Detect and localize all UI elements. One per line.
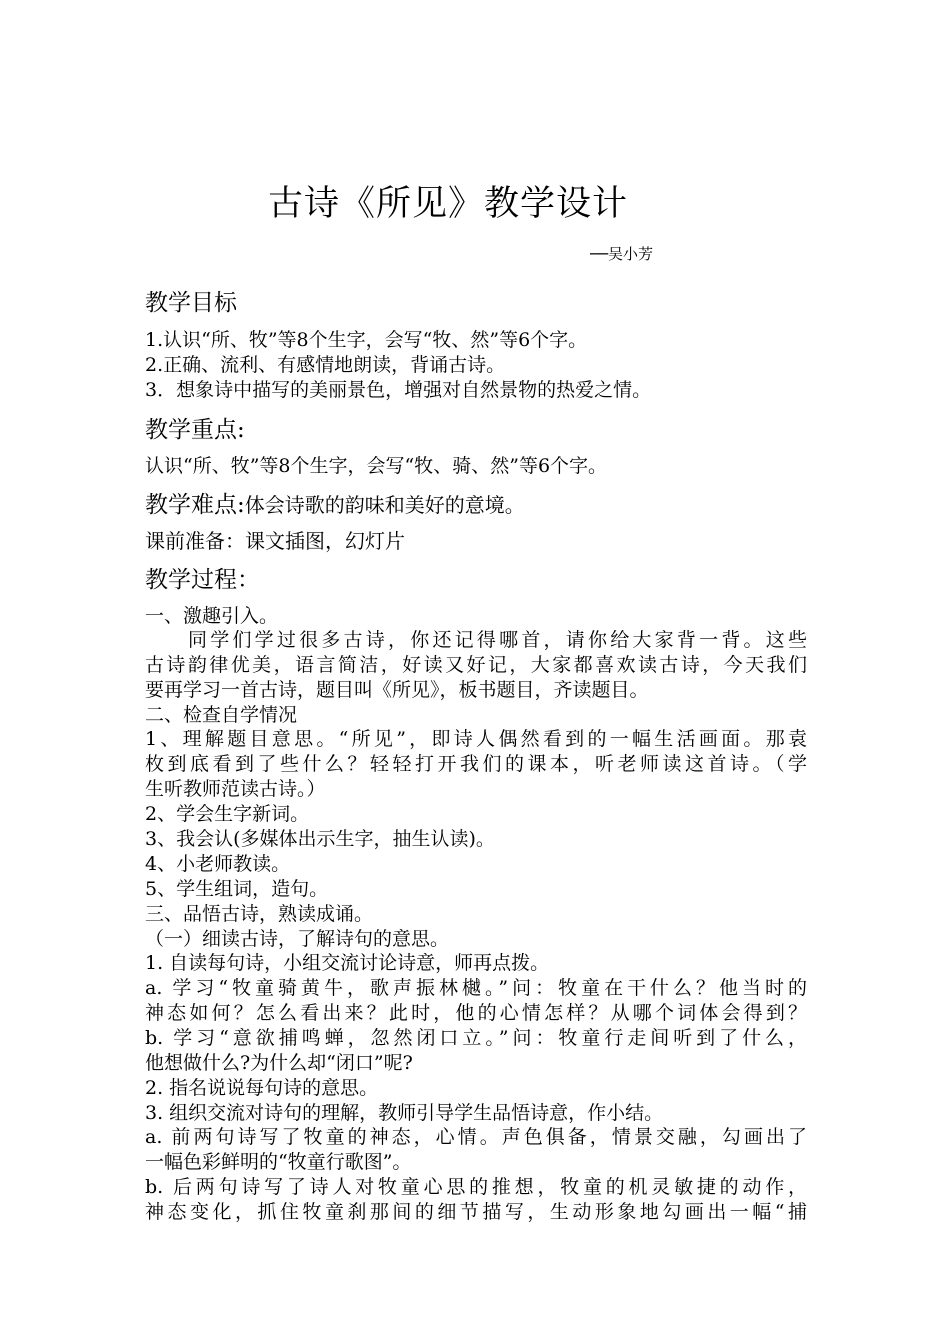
objective-item: 1.认识“所、牧”等8个生字，会写“牧、然”等6个字。: [145, 329, 588, 351]
process-line: 古诗韵律优美，语言简洁，好读又好记，大家都喜欢读古诗，今天我们: [145, 654, 807, 676]
process-line: 要再学习一首古诗，题目叫《所见》，板书题目，齐读题目。: [145, 679, 649, 701]
process-line: 3. 组织交流对诗句的理解，教师引导学生品悟诗意，作小结。: [145, 1102, 664, 1124]
process-line: （一）细读古诗，了解诗句的意思。: [145, 928, 450, 950]
process-line: 他想做什么?为什么却“闭口”呢?: [145, 1052, 413, 1074]
process-line: 1. 自读每句诗，小组交流讨论诗意，师再点拨。: [145, 952, 550, 974]
process-line: 枚到底看到了些什么？轻轻打开我们的课本，听老师读这首诗。（学: [145, 753, 807, 775]
process-line: 三、品悟古诗，熟读成诵。: [145, 903, 374, 925]
process-line: 2. 指名说说每句诗的意思。: [145, 1077, 379, 1099]
difficulty-line: [145, 486, 525, 519]
process-line: 5、学生组词，造句。: [145, 878, 329, 900]
process-line: 生听教师范读古诗。）: [145, 778, 326, 800]
author-line: ──吴小芳: [590, 245, 654, 263]
process-line: 同学们学过很多古诗，你还记得哪首，请你给大家背一背。这些: [188, 629, 807, 651]
process-line: b. 后两句诗写了诗人对牧童心思的推想，牧童的机灵敏捷的动作，: [145, 1176, 807, 1198]
difficulty-heading: 教学难点:: [145, 492, 245, 518]
objective-item: 2.正确、流利、有感情地朗读，背诵古诗。: [145, 354, 506, 376]
process-line: 一、激趣引入。: [145, 605, 279, 627]
key-points-heading: 教学重点:: [145, 417, 245, 443]
process-line: 神态变化，抓住牧童刹那间的细节描写，生动形象地勾画出一幅“捕: [145, 1201, 807, 1223]
difficulty-text: 体会诗歌的韵味和美好的意境。: [244, 493, 525, 517]
process-line: a. 前两句诗写了牧童的神态，心情。声色俱备，情景交融，勾画出了: [145, 1126, 807, 1148]
document-title: 古诗《所见》教学设计: [268, 184, 629, 224]
process-line: b. 学习“意欲捕鸣蝉，忽然闭口立。”问：牧童行走间听到了什么，: [145, 1027, 807, 1049]
process-heading: 教学过程：: [145, 567, 260, 593]
process-line: 3、我会认(多媒体出示生字，抽生认读)。: [145, 828, 495, 850]
process-line: 一幅色彩鲜明的“牧童行歌图”。: [145, 1151, 412, 1173]
process-line: 神态如何？怎么看出来？此时，他的心情怎样？从哪个词体会得到？: [145, 1002, 807, 1024]
process-line: a. 学习“牧童骑黄牛，歌声振林樾。”问：牧童在干什么？他当时的: [145, 977, 807, 999]
objective-item: 3．想象诗中描写的美丽景色，增强对自然景物的热爱之情。: [145, 379, 652, 401]
process-line: 二、检查自学情况: [145, 704, 298, 726]
process-line: 4、小老师教读。: [145, 853, 291, 875]
preparation-line: 课前准备：课文插图，幻灯片: [145, 529, 405, 553]
objectives-heading: 教学目标: [145, 290, 237, 316]
process-line: 1、理解题目意思。“所见”，即诗人偶然看到的一幅生活画面。那袁: [145, 728, 807, 750]
process-line: 2、学会生字新词。: [145, 803, 310, 825]
key-points-text: 认识“所、牧”等8个生字，会写“牧、骑、然”等6个字。: [145, 455, 608, 477]
